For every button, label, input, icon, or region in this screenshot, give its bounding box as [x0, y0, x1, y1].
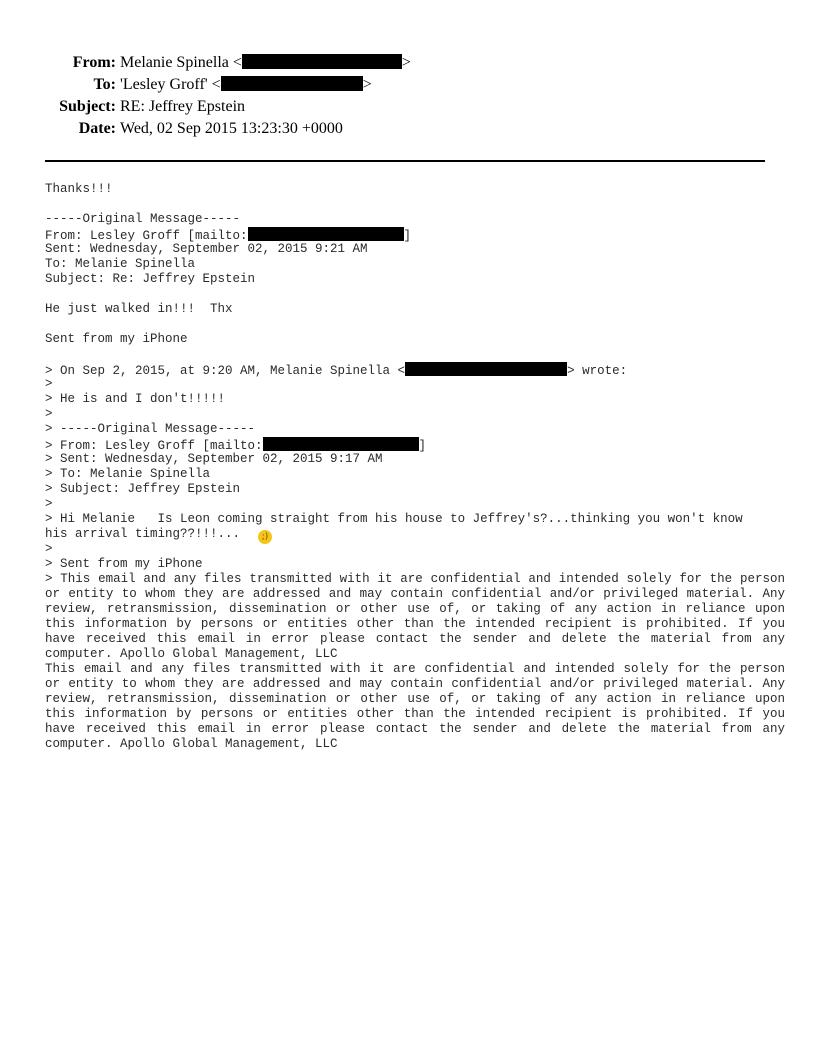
quoted-signature-text: > Sent from my iPhone	[45, 557, 203, 571]
quoted-subject-line: > Subject: Jeffrey Epstein	[45, 482, 241, 496]
quoted-from-prefix: > From: Lesley Groff [mailto:	[45, 439, 263, 453]
quote-marker: >	[45, 497, 53, 511]
from-name: Melanie Spinella	[120, 54, 229, 71]
original-from-line	[45, 227, 785, 242]
subject-row	[0, 96, 816, 118]
to-row	[0, 74, 816, 96]
date-row	[0, 118, 816, 140]
quote-attribution-line	[45, 362, 785, 377]
signature-text: Sent from my iPhone	[45, 332, 188, 346]
quoted-question-text: his arrival timing??!!!...	[45, 527, 241, 541]
quoted-from-suffix: ]	[418, 439, 427, 453]
subject-value: RE: Jeffrey Epstein	[120, 98, 246, 115]
quoted-to-line: > To: Melanie Spinella	[45, 467, 211, 481]
email-header	[0, 52, 816, 140]
quoted-from-line	[45, 437, 785, 452]
quote-attribution-suffix: > wrote:	[567, 364, 628, 378]
redacted-email	[221, 76, 363, 91]
disclaimer: This email and any files transmitted with it are confidential and intended solely for the person or entity to whom they are addressed and may contain confidential and/or privileged material. Any review, retransmission, dissemination or other use of, or taking of any action in reliance upon this information by persons or entities other than the intended recipient is prohibited. If you have received this email in error please contact the sender and delete the material from any computer. Apollo Global Management, LLC	[45, 662, 785, 751]
quoted-sent-line: > Sent: Wednesday, September 02, 2015 9:17 AM	[45, 452, 383, 466]
to-value: 'Lesley Groff' < >	[120, 76, 372, 93]
from-value: Melanie Spinella < >	[120, 54, 411, 71]
redacted-email	[242, 54, 402, 69]
quoted-disclaimer: > This email and any files transmitted with it are confidential and intended solely for the person or entity to whom they are addressed and may contain confidential and/or privileged material. Any review, retransmission, dissemination or other use of, or taking of any action in reliance upon this information by persons or entities other than the intended recipient is prohibited. If you have received this email in error please contact the sender and delete the material from any computer. Apollo Global Management, LLC	[45, 572, 785, 661]
original-message-marker: -----Original Message-----	[45, 212, 241, 226]
from-label: From:	[72, 54, 116, 71]
subject-label: Subject:	[59, 98, 116, 115]
quoted-question-line-1: > Hi Melanie Is Leon coming straight from his house to Jeffrey's?...thinking you won't know	[45, 512, 743, 526]
redacted-email	[248, 227, 404, 241]
reply-text: Thanks!!!	[45, 182, 113, 196]
quote-attribution-prefix: > On Sep 2, 2015, at 9:20 AM, Melanie Spinella <	[45, 364, 406, 378]
original-to-line: To: Melanie Spinella	[45, 257, 196, 271]
email-body	[45, 182, 785, 752]
redacted-email	[405, 362, 567, 376]
date-label: Date:	[78, 120, 116, 137]
message-text: He just walked in!!! Thx	[45, 302, 233, 316]
header-divider	[45, 160, 765, 162]
redacted-email	[263, 437, 419, 451]
date-value: Wed, 02 Sep 2015 13:23:30 +0000	[120, 120, 343, 137]
quoted-question-line-2	[45, 527, 785, 542]
original-subject-line: Subject: Re: Jeffrey Epstein	[45, 272, 256, 286]
from-row	[0, 52, 816, 74]
to-label: To:	[93, 76, 116, 93]
original-from-suffix: ]	[403, 229, 412, 243]
to-name: 'Lesley Groff'	[120, 76, 208, 93]
original-from-prefix: From: Lesley Groff [mailto:	[45, 229, 248, 243]
quote-marker: >	[45, 377, 53, 391]
quoted-original-marker: > -----Original Message-----	[45, 422, 256, 436]
winking-face-icon: ;)	[258, 530, 272, 544]
quoted-message-text: > He is and I don't!!!!!	[45, 392, 226, 406]
quote-marker: >	[45, 407, 53, 421]
original-sent-line: Sent: Wednesday, September 02, 2015 9:21 AM	[45, 242, 368, 256]
quote-marker: >	[45, 542, 53, 556]
